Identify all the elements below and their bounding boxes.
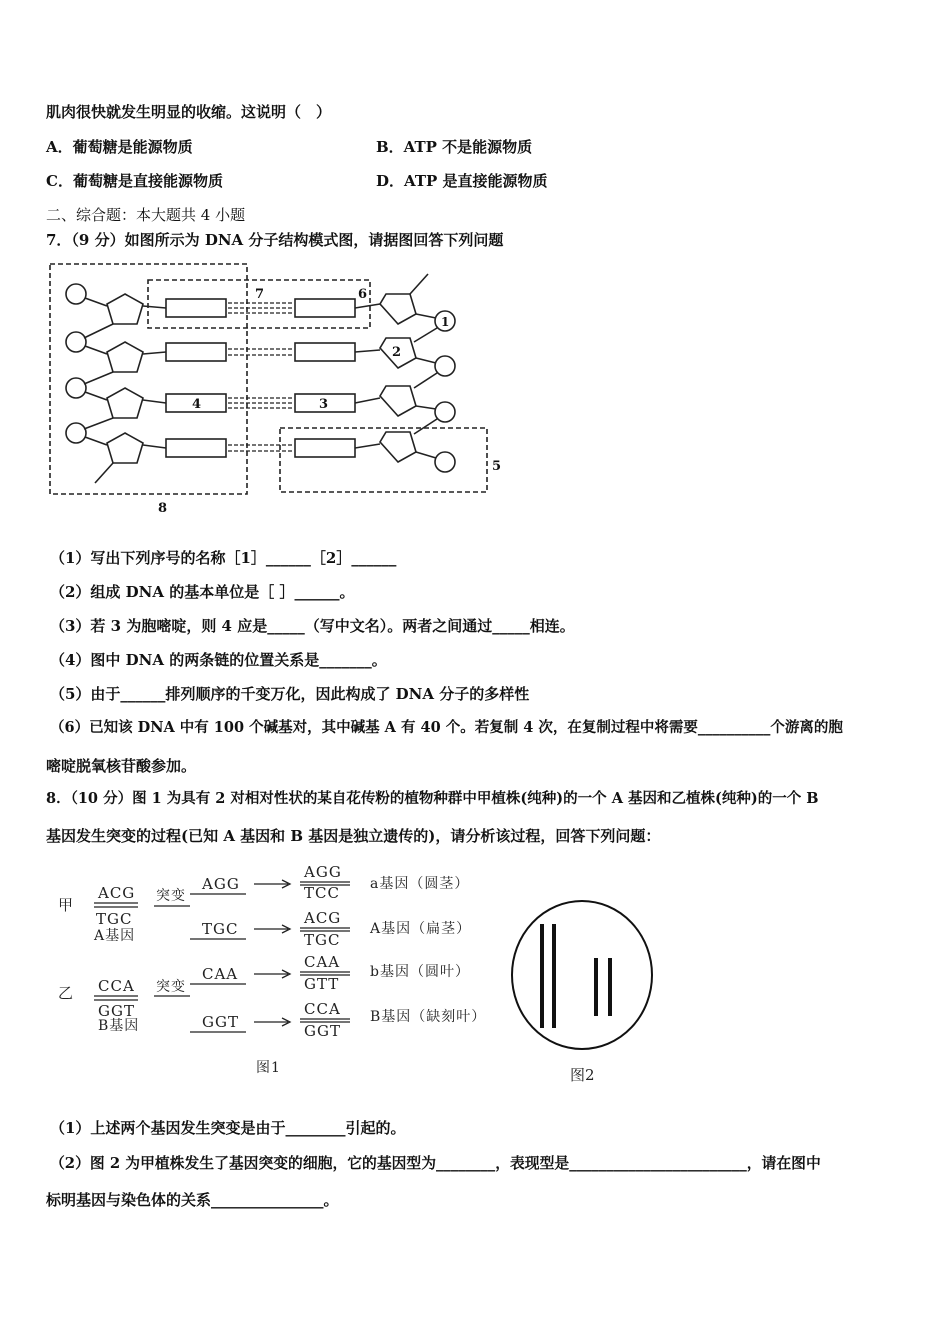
label-jia: 甲 — [58, 896, 75, 914]
deoxyribose-right — [380, 432, 416, 462]
svg-text:突变: 突变 — [156, 979, 186, 995]
base-right — [295, 439, 355, 457]
q7-sub-2: （2）组成 DNA 的基本单位是［ ］______。 — [50, 583, 355, 601]
label-7: 7 — [255, 287, 265, 302]
q8-sub-2: （2）图 2 为甲植株发生了基因突变的细胞，它的基因型为________，表现型是________________________，请在图中 — [50, 1155, 821, 1172]
label-2: 2 — [392, 345, 402, 360]
q8-sub-2-cont: 标明基因与染色体的关系_______________。 — [46, 1191, 339, 1209]
svg-text:B基因（缺刻叶）: B基因（缺刻叶） — [370, 1009, 487, 1025]
q7-sub-6-cont: 嘧啶脱氧核苷酸参加。 — [46, 757, 197, 775]
phosphate-left — [66, 332, 86, 352]
phosphate-left — [66, 423, 86, 443]
svg-text:CAA: CAA — [202, 965, 239, 983]
svg-text:A基因: A基因 — [94, 928, 136, 944]
base-left — [166, 343, 226, 361]
phosphate-right — [435, 452, 455, 472]
deoxyribose-left — [107, 294, 143, 324]
svg-text:TGC: TGC — [96, 910, 133, 928]
label-4: 4 — [192, 397, 202, 412]
label-6: 6 — [358, 287, 368, 302]
svg-text:A基因（扁茎）: A基因（扁茎） — [370, 921, 472, 937]
svg-text:b基因（圆叶）: b基因（圆叶） — [370, 964, 470, 980]
svg-text:GGT: GGT — [98, 1002, 135, 1020]
phosphate-left — [66, 378, 86, 398]
q7-sub-4: （4）图中 DNA 的两条链的位置关系是_______。 — [50, 651, 387, 669]
section-title: 二、综合题：本大题共 4 小题 — [46, 206, 246, 224]
svg-text:GGT: GGT — [202, 1013, 239, 1031]
svg-text:CCA: CCA — [98, 977, 135, 995]
svg-text:CAA: CAA — [304, 953, 341, 971]
fig2-caption: 图2 — [570, 1066, 595, 1084]
q8-stem-1: 8．（10 分）图 1 为具有 2 对相对性状的某自花传粉的植物种群中甲植株(纯种)的一个 A 基因和乙植株(纯种)的一个 B — [46, 790, 819, 807]
cell-chromosome-figure — [506, 900, 666, 1090]
deoxyribose-right — [380, 294, 416, 324]
q7-sub-3: （3）若 3 为胞嘧啶，则 4 应是_____（写中文名）。两者之间通过_____相连。 — [50, 617, 575, 635]
svg-text:TGC: TGC — [304, 931, 341, 949]
dna-structure-diagram — [40, 258, 510, 518]
cell-outline — [512, 901, 652, 1049]
label-5: 5 — [492, 459, 502, 474]
svg-text:TGC: TGC — [202, 920, 239, 938]
q6-option-d[interactable]: D．ATP 是直接能源物质 — [376, 172, 548, 190]
svg-text:突变: 突变 — [156, 888, 186, 904]
q6-stem: 肌肉很快就发生明显的收缩。这说明（ ） — [46, 103, 332, 121]
svg-text:CCA: CCA — [304, 1000, 341, 1018]
base-left — [166, 439, 226, 457]
label-8: 8 — [158, 501, 168, 516]
svg-text:AGG: AGG — [202, 875, 240, 893]
label-3: 3 — [319, 397, 329, 412]
svg-text:TCC: TCC — [304, 884, 340, 902]
svg-text:GTT: GTT — [304, 975, 340, 993]
base-left — [166, 299, 226, 317]
q8-stem-2: 基因发生突变的过程(已知 A 基因和 B 基因是独立遗传的)，请分析该过程，回答下列问题： — [46, 827, 661, 845]
gene-mutation-figure — [50, 858, 500, 1083]
deoxyribose-left — [107, 433, 143, 463]
svg-text:ACG: ACG — [98, 884, 136, 902]
svg-text:AGG: AGG — [304, 863, 342, 881]
base-right — [295, 299, 355, 317]
deoxyribose-right — [380, 386, 416, 416]
q6-option-b[interactable]: B．ATP 不是能源物质 — [376, 138, 533, 156]
base-right — [295, 343, 355, 361]
svg-text:GGT: GGT — [304, 1022, 341, 1040]
q8-sub-1: （1）上述两个基因发生突变是由于________引起的。 — [50, 1119, 406, 1137]
q6-option-a[interactable]: A．葡萄糖是能源物质 — [46, 138, 193, 156]
label-1: 1 — [441, 315, 450, 329]
q7-sub-6: （6）已知该 DNA 中有 100 个碱基对，其中碱基 A 有 40 个。若复制 4 次，在复制过程中将需要__________个游离的胞 — [50, 719, 843, 736]
deoxyribose-left — [107, 342, 143, 372]
svg-text:a基因（圆茎）: a基因（圆茎） — [370, 876, 470, 892]
q7-sub-5: （5）由于______排列顺序的千变万化，因此构成了 DNA 分子的多样性 — [50, 685, 530, 703]
label-yi: 乙 — [58, 984, 75, 1002]
phosphate-left — [66, 284, 86, 304]
phosphate-right — [435, 356, 455, 376]
q7-sub-1: （1）写出下列序号的名称［1］______［2］______ — [50, 549, 397, 567]
svg-text:B基因: B基因 — [98, 1018, 140, 1034]
q7-stem: 7．（9 分）如图所示为 DNA 分子结构模式图，请据图回答下列问题 — [46, 231, 504, 249]
svg-text:ACG: ACG — [304, 909, 342, 927]
deoxyribose-left — [107, 388, 143, 418]
fig1-caption: 图1 — [256, 1060, 281, 1076]
q6-option-c[interactable]: C．葡萄糖是直接能源物质 — [46, 172, 223, 190]
phosphate-right — [435, 402, 455, 422]
